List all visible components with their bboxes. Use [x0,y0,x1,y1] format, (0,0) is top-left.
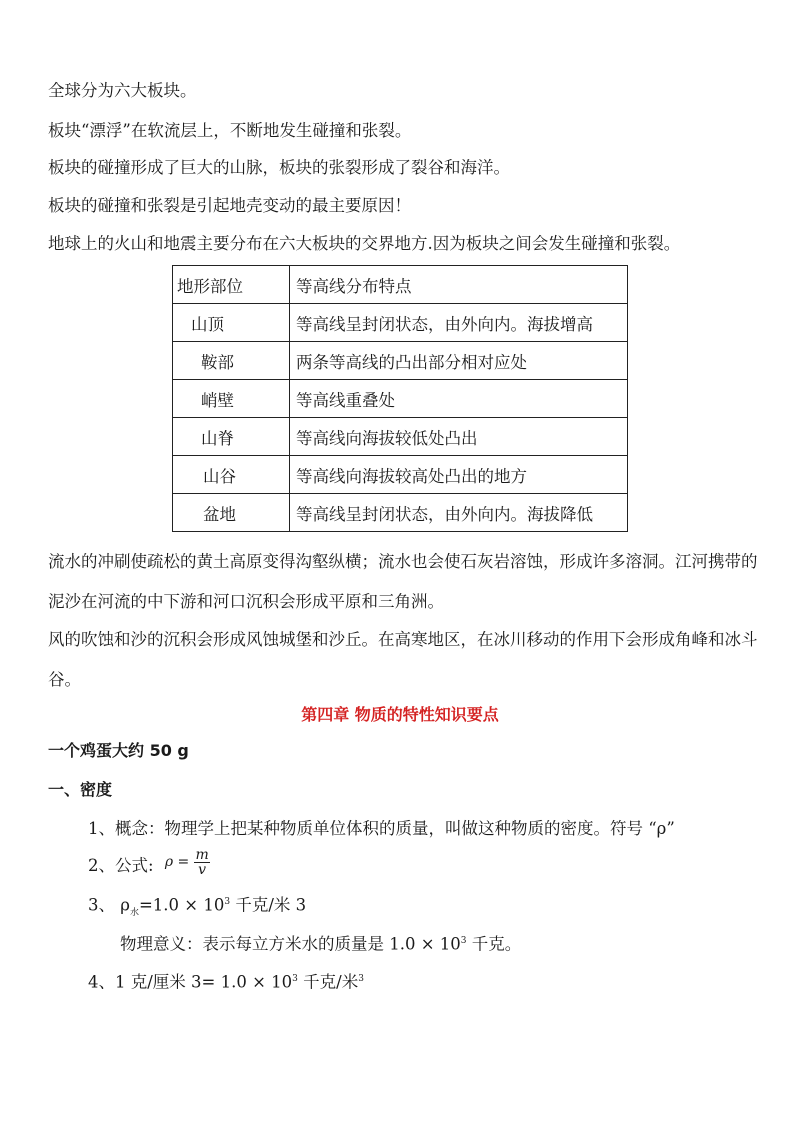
unit-conversion-line [88,968,364,994]
density-formula-line [88,847,210,881]
table-row [173,304,628,342]
table-header-cell: 地形部位 [173,266,290,304]
water-subscript: 水 [129,907,139,918]
unit-conversion-tail-exponent: 3 [358,974,364,984]
water-density-exponent: 3 [224,897,231,907]
unit-conversion-tail: 千克/米 [297,972,359,992]
intro-paragraph-5: 地球上的火山和地震主要分布在六大板块的交界地方.因为板块之间会发生碰撞和张裂。 [48,234,681,253]
unit-conversion-exponent: 3 [292,974,298,984]
table-cell-terrain: 盆地 [173,494,290,532]
table-cell-feature: 等高线向海拔较低处凸出 [290,418,628,456]
physical-meaning-line [120,930,521,956]
physical-meaning-text: 物理意义：表示每立方米水的质量是 1.0 × 10 [120,934,461,954]
chapter-title: 第四章 物质的特性知识要点 [301,705,499,724]
table-cell-feature: 两条等高线的凸出部分相对应处 [290,342,628,380]
density-heading: 一、密度 [48,780,113,799]
intro-paragraph-4: 板块的碰撞和张裂是引起地壳变动的最主要原因！ [48,196,411,215]
unit-conversion-text: 4、1 克/厘米 3= 1.0 × 10 [88,972,293,992]
table-row [173,380,628,418]
table-row [173,418,628,456]
table-cell-terrain: 山脊 [173,418,290,456]
intro-paragraph-3: 板块的碰撞形成了巨大的山脉，板块的张裂形成了裂谷和海洋。 [48,158,510,177]
table-header-cell: 等高线分布特点 [290,266,628,304]
water-density-symbol: 3、 ρ [88,895,130,915]
physical-meaning-tail: 千克。 [466,934,522,954]
table-cell-terrain: 山顶 [173,304,290,342]
water-density-line [88,891,306,924]
table-row [173,342,628,380]
table-header-row [173,266,628,304]
water-density-unit: 千克/米 3 [230,895,307,915]
table-cell-terrain: 峭壁 [173,380,290,418]
egg-mass-note: 一个鸡蛋大约 50 g [48,741,189,760]
table-cell-feature: 等高线重叠处 [290,380,628,418]
formula-lhs: ρ = [164,854,190,870]
erosion-paragraph-wind: 风的吹蚀和沙的沉积会形成风蚀城堡和沙丘。在高寒地区，在冰川移动的作用下会形成角峰和冰斗谷。 [48,630,758,689]
erosion-paragraph-water: 流水的冲刷使疏松的黄土高原变得沟壑纵横；流水也会使石灰岩溶蚀，形成许多溶洞。江河携带的泥沙在河流的中下游和河口沉积会形成平原和三角洲。 [48,552,758,611]
density-concept: 1、概念：物理学上把某种物质单位体积的质量，叫做这种物质的密度。符号 “ρ” [88,819,675,838]
intro-paragraph-2: 板块“漂浮”在软流层上，不断地发生碰撞和张裂。 [48,121,412,140]
table-cell-feature: 等高线呈封闭状态，由外向内。海拔增高 [290,304,628,342]
table-cell-feature: 等高线向海拔较高处凸出的地方 [290,456,628,494]
table-cell-terrain: 鞍部 [173,342,290,380]
physical-meaning-exponent: 3 [460,936,467,946]
contour-features-table [172,265,628,532]
intro-paragraph-1: 全球分为六大板块。 [48,81,197,100]
table-row [173,494,628,532]
water-density-value: =1.0 × 10 [138,895,225,915]
formula-label: 2、公式: [88,856,154,875]
formula-numerator: m [195,847,209,863]
table-cell-terrain: 山谷 [173,456,290,494]
formula-denominator: v [198,862,207,878]
table-row [173,456,628,494]
table-cell-feature: 等高线呈封闭状态，由外向内。海拔降低 [290,494,628,532]
formula-fraction [194,848,209,877]
